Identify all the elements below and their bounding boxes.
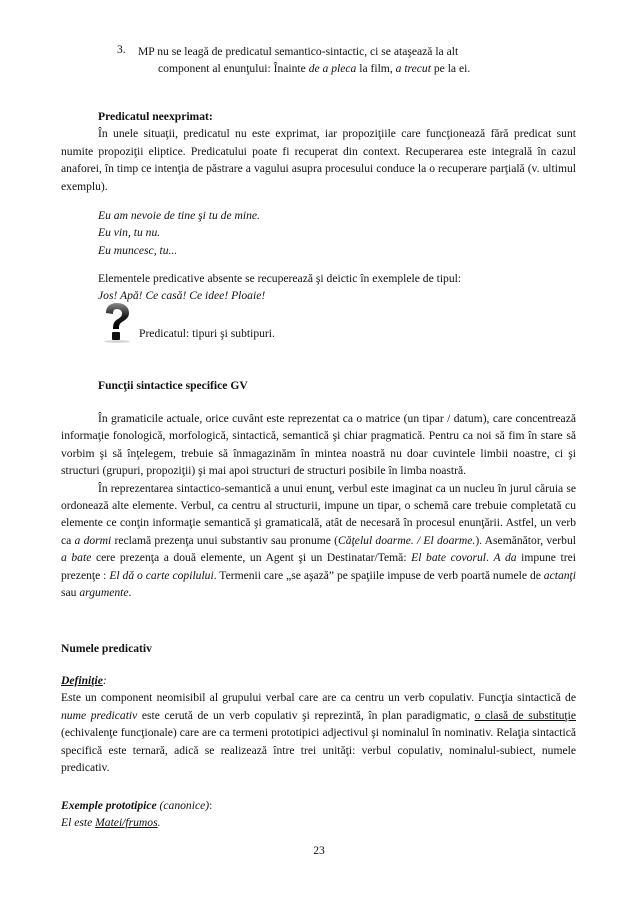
section-heading: Predicatul neexprimat:	[98, 110, 213, 123]
section-nume-predicativ	[61, 640, 576, 657]
list-number: 3.	[117, 43, 126, 56]
definition-label: Definiţie:	[61, 674, 107, 687]
list-item-text: MP nu se leagă de predicatul semantico-sintactic, ci se ataşează la alt component al enunţului: Înainte de a pleca la film, a trecut pe la ei.	[138, 45, 471, 76]
examples-label: Exemple prototipice (canonice):	[61, 799, 213, 812]
section-heading: Numele predicativ	[61, 642, 152, 655]
examples-eliptice	[61, 207, 576, 259]
section-functii-sintactice	[61, 377, 576, 394]
deictic-block	[61, 270, 576, 305]
example-line: Eu muncesc, tu...	[98, 243, 178, 257]
example-line: Eu am nevoie de tine şi tu de mine.	[98, 209, 260, 222]
example-line: Eu vin, tu nu.	[98, 226, 161, 240]
example-line: El este Matei/frumos.	[61, 816, 161, 830]
definitie-block	[61, 672, 576, 776]
paragraph: Este un component neomisibil al grupului verbal care are ca centru un verb copulativ. Funcţia sintactică de nume predicativ este cerută de un verb copulativ şi reprezintă, în plan paradigmatic, o clasă de substituţie (echivalenţe funcţionale) care are ca termeni prototipici adjectivul şi nominalul în nominativ. Relaţia sintactică specifică este ternară, adică se realizează între trei unităţi: verbul copulativ, nominalul-subiect, numele predicativ.	[61, 691, 576, 775]
example-line: Jos! Apă! Ce casă! Ce idee! Ploaie!	[98, 289, 266, 303]
exemple-block	[61, 797, 576, 832]
paragraph: În unele situaţii, predicatul nu este exprimat, iar propoziţiile care funcţionează fără predicat sunt numite propoziţii eliptice. Predicatului poate fi recuperat din context. Recuperarea este integrală în cazul anaforei, în timp ce intenţia de păstrare a vagului asupra procesului conduce la o recuperare parţială (v. ultimul exemplu).	[61, 127, 576, 193]
paragraph: Elementele predicative absente se recuperează şi deictic în exemplele de tipul:	[98, 272, 462, 285]
paragraph: În gramaticile actuale, orice cuvânt este reprezentat ca o matrice (un tipar / datum), care concentrează informaţie fonologică, morfologică, sintactică, semantică şi chiar pragmatică. Pentru ca noi să fim în stare să vorbim şi să înţelegem, trebuie să înmagazinăm în mintea noastră nu doar cuvintele limbii noastre, ci şi structuri (grupuri, propoziţii) şi mai apoi structuri de structuri posibile în limba noastră.	[61, 412, 576, 478]
functii-paragraphs	[61, 410, 576, 601]
question-caption: Predicatul: tipuri şi subtipuri.	[139, 327, 275, 340]
question-mark-icon	[101, 303, 133, 343]
list-item-3	[117, 43, 498, 78]
paragraph: În reprezentarea sintactico-semantică a unui enunţ, verbul este imaginat ca un nucleu în jurul căruia se ordonează alte elemente. Verbul, ca centru al structurii, impune un tipar, o schemă care trebuie completată cu elemente ce conţin informaţie semantică şi gramaticală, atât de necesară în procesul enunţării. Astfel, un verb ca a dormi reclamă prezenţa unui substantiv sau pronume (Căţelul doarme. / El doarme.). Asemănător, verbul a bate cere prezenţa a două elemente, un Agent şi un Destinatar/Temă: El bate covorul. A da impune trei prezenţe : El dă o carte copilului. Termenii care „se aşază” pe spaţiile impuse de verb poartă numele de actanţi sau argumente.	[61, 481, 576, 600]
section-predicat-neexprimat	[61, 108, 576, 195]
section-heading: Funcţii sintactice specifice GV	[98, 379, 248, 392]
page-number: 23	[313, 844, 325, 857]
